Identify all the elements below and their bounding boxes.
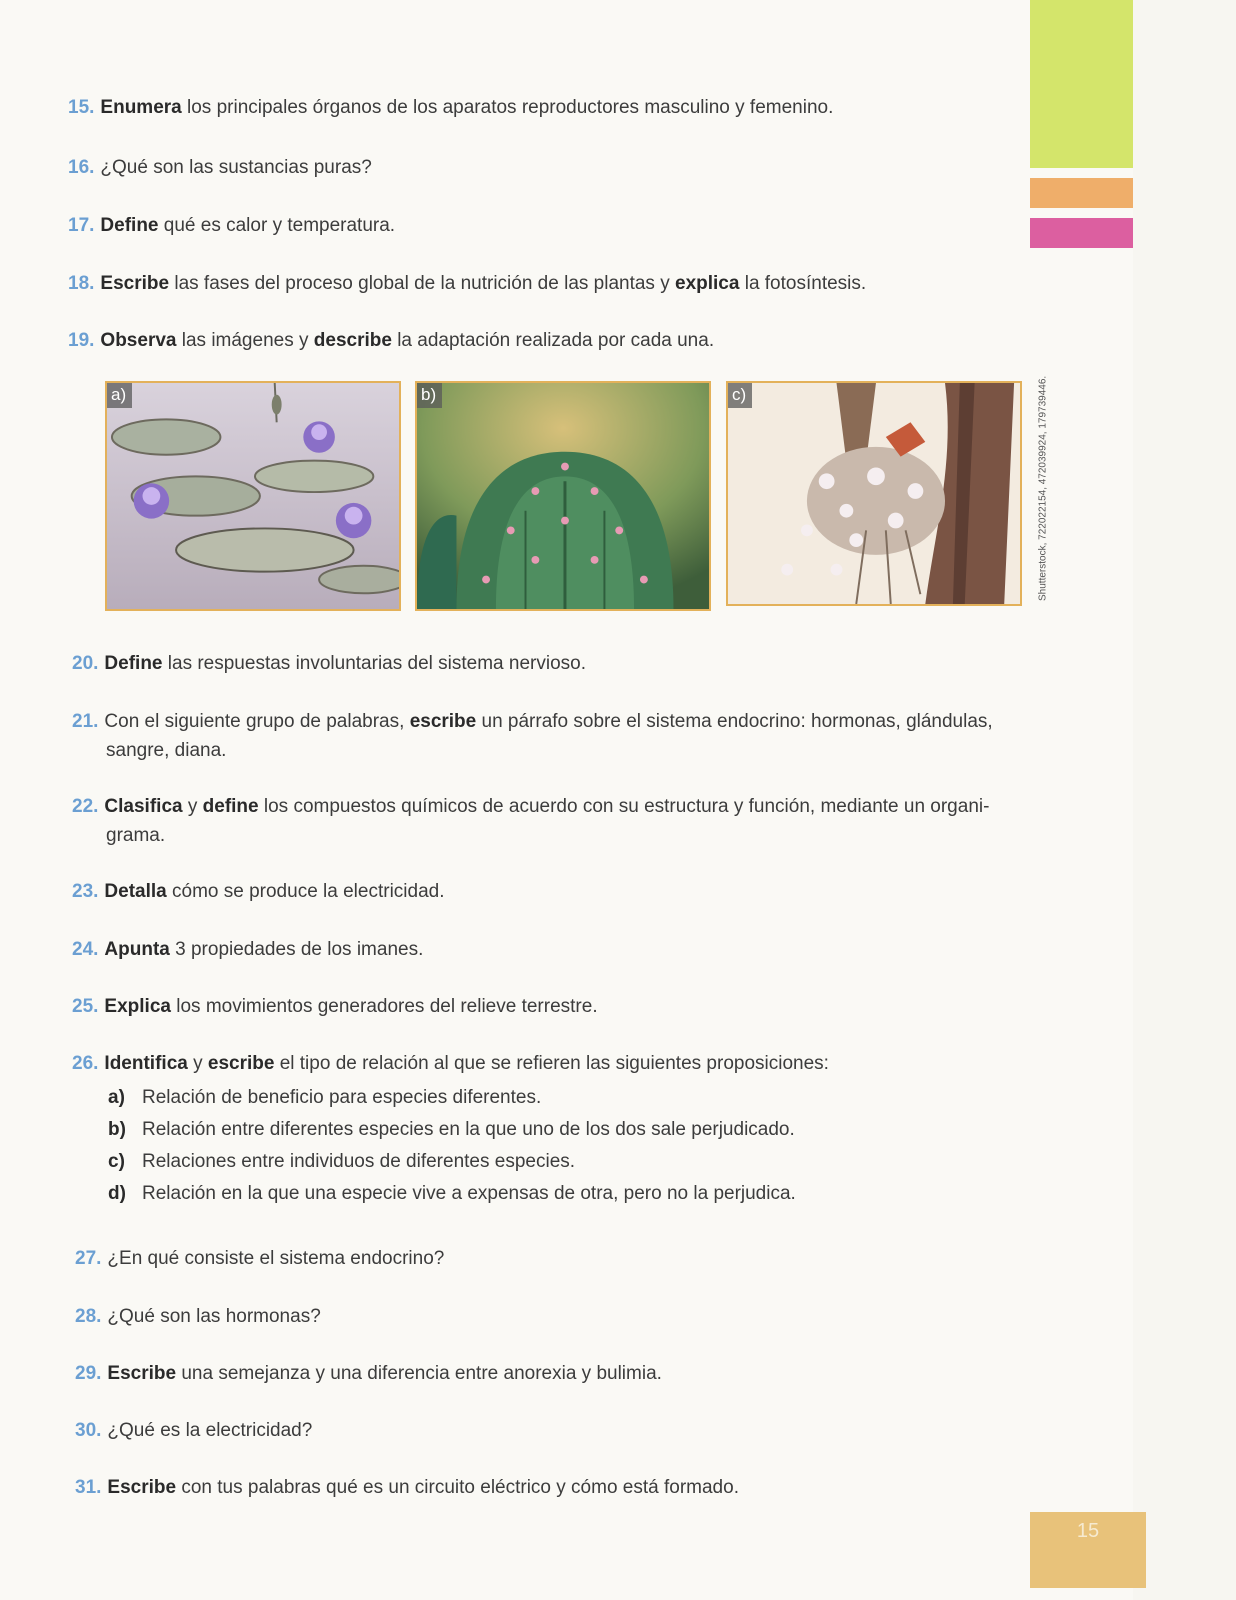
question-text: un párrafo sobre el sistema endocrino: hormonas, glándulas, xyxy=(476,711,993,732)
question-verb: Identifica xyxy=(104,1053,188,1074)
sub-item-letter: a) xyxy=(108,1087,125,1108)
question-text: las fases del proceso global de la nutrición de las plantas y xyxy=(169,273,675,294)
question-verb: define xyxy=(202,796,259,817)
photo-label: c) xyxy=(728,383,752,408)
question-text: con tus palabras qué es un circuito eléctrico y cómo está formado. xyxy=(176,1477,739,1498)
question-text: los movimientos generadores del relieve terrestre. xyxy=(170,996,598,1017)
question-text: los compuestos químicos de acuerdo con su estructura y función, mediante un organi- xyxy=(258,796,990,817)
question-continuation: sangre, diana. xyxy=(106,740,227,761)
question-text: ¿Qué son las hormonas? xyxy=(107,1306,321,1327)
question-text: ¿Qué son las sustancias puras? xyxy=(100,157,372,178)
photo-label: a) xyxy=(107,383,132,408)
question-number: 19. xyxy=(68,330,95,351)
question-number: 15. xyxy=(68,97,95,118)
question-verb: Escribe xyxy=(107,1477,177,1498)
question-text: cómo se produce la electricidad. xyxy=(166,881,445,902)
question-number: 18. xyxy=(68,273,95,294)
question-29 xyxy=(75,1359,662,1388)
question-27 xyxy=(75,1244,444,1273)
sub-item-letter: b) xyxy=(108,1119,126,1140)
question-continuation: grama. xyxy=(106,825,166,846)
question-24 xyxy=(72,935,423,964)
question-number: 24. xyxy=(72,939,99,960)
water-lily-image xyxy=(107,383,399,609)
question-verb: Observa xyxy=(100,330,177,351)
photo-water-lilies xyxy=(105,381,401,611)
question-number: 16. xyxy=(68,157,95,178)
photo-orchid-tree xyxy=(726,381,1022,606)
sub-item-text: Relación en la que una especie vive a expensas de otra, pero no la perjudica. xyxy=(142,1183,796,1204)
question-text: las imágenes y xyxy=(176,330,314,351)
question-number: 31. xyxy=(75,1477,102,1498)
page-number: 15 xyxy=(1030,1512,1146,1588)
question-15 xyxy=(68,93,833,122)
question-28 xyxy=(75,1302,321,1331)
question-17 xyxy=(68,211,395,240)
question-number: 23. xyxy=(72,881,99,902)
question-25 xyxy=(72,992,598,1021)
question-text: y xyxy=(187,1053,208,1074)
question-23 xyxy=(72,877,445,906)
question-verb: Define xyxy=(100,215,159,236)
question-text: el tipo de relación al que se refieren las siguientes proposiciones: xyxy=(274,1053,829,1074)
sub-item-a xyxy=(108,1083,541,1112)
photo-credit: Shutterstock, 722022154, 472039924, 179739446. xyxy=(1037,375,1049,601)
question-number: 29. xyxy=(75,1363,102,1384)
question-number: 30. xyxy=(75,1420,102,1441)
question-text: una semejanza y una diferencia entre anorexia y bulimia. xyxy=(176,1363,662,1384)
question-text: ¿Qué es la electricidad? xyxy=(107,1420,313,1441)
question-verb: Detalla xyxy=(104,881,167,902)
sub-item-letter: c) xyxy=(108,1151,125,1172)
question-19 xyxy=(68,326,714,355)
sub-item-text: Relación de beneficio para especies diferentes. xyxy=(142,1087,542,1108)
question-30 xyxy=(75,1416,312,1445)
question-text: las respuestas involuntarias del sistema nervioso. xyxy=(162,653,586,674)
photo-cactus xyxy=(415,381,711,611)
question-text: qué es calor y temperatura. xyxy=(158,215,396,236)
question-verb: Apunta xyxy=(104,939,170,960)
sub-item-letter: d) xyxy=(108,1183,126,1204)
question-31 xyxy=(75,1473,739,1502)
color-strip-orange xyxy=(1030,178,1133,208)
question-number: 21. xyxy=(72,711,99,732)
question-number: 17. xyxy=(68,215,95,236)
question-number: 26. xyxy=(72,1053,99,1074)
question-text: los principales órganos de los aparatos reproductores masculino y femenino. xyxy=(181,97,834,118)
question-text: Con el siguiente grupo de palabras, xyxy=(104,711,410,732)
question-verb: describe xyxy=(313,330,392,351)
question-number: 20. xyxy=(72,653,99,674)
sub-item-text: Relación entre diferentes especies en la que uno de los dos sale perjudicado. xyxy=(142,1119,795,1140)
question-number: 28. xyxy=(75,1306,102,1327)
question-verb: escribe xyxy=(207,1053,275,1074)
color-strip-magenta xyxy=(1030,218,1133,248)
question-verb: Explica xyxy=(104,996,171,1017)
question-number: 25. xyxy=(72,996,99,1017)
question-text: la adaptación realizada por cada una. xyxy=(391,330,715,351)
question-18 xyxy=(68,269,866,298)
question-16 xyxy=(68,153,372,182)
question-verb: Enumera xyxy=(100,97,182,118)
question-verb: Escribe xyxy=(100,273,170,294)
color-strip-green xyxy=(1030,0,1133,168)
question-22 xyxy=(72,792,989,850)
question-26 xyxy=(72,1049,829,1078)
question-20 xyxy=(72,649,586,678)
question-text: 3 propiedades de los imanes. xyxy=(169,939,424,960)
question-text: ¿En qué consiste el sistema endocrino? xyxy=(107,1248,445,1269)
question-text: la fotosíntesis. xyxy=(739,273,867,294)
question-verb: Define xyxy=(104,653,163,674)
question-verb: Escribe xyxy=(107,1363,177,1384)
question-verb: Clasifica xyxy=(104,796,183,817)
sub-item-d xyxy=(108,1179,796,1208)
photo-label: b) xyxy=(417,383,442,408)
question-verb: escribe xyxy=(409,711,477,732)
sub-item-c xyxy=(108,1147,575,1176)
question-text: y xyxy=(182,796,203,817)
question-21 xyxy=(72,707,993,765)
cactus-image xyxy=(417,383,709,609)
sub-item-text: Relaciones entre individuos de diferentes especies. xyxy=(142,1151,576,1172)
orchid-image xyxy=(728,383,1020,604)
question-number: 22. xyxy=(72,796,99,817)
question-verb: explica xyxy=(675,273,740,294)
sub-item-b xyxy=(108,1115,795,1144)
question-number: 27. xyxy=(75,1248,102,1269)
